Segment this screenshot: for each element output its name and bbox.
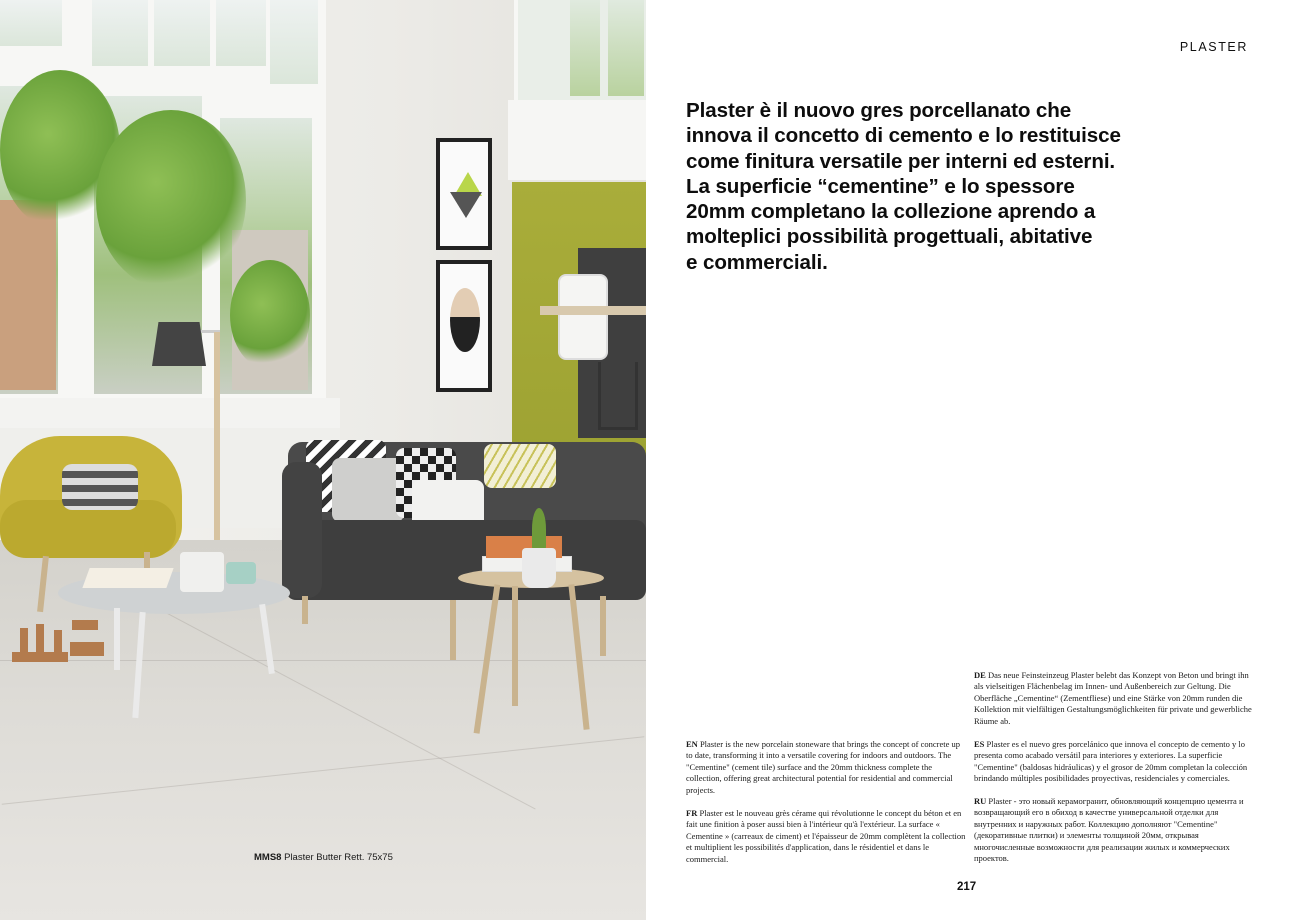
caption-code: MMS8 xyxy=(254,852,282,863)
translation-text: Plaster - это новый керамогранит, обновляющий концепцию цемента и возвращающий его в обиход в качестве универсальной отделки для внутренних и наружных работ. Коллекцию дополняют "Cementine" (декоративные плитки) и элементы толщиной 20мм, открывая многочисленные возможности для реализации жилых и коммерческих проектов. xyxy=(974,796,1244,864)
tile-joint xyxy=(2,736,645,805)
white-jug xyxy=(180,552,224,592)
teal-cup xyxy=(226,562,256,584)
translation-text: Plaster es el nuevo gres porcelánico que innova el concepto de cemento y lo presenta como acabado versátil para interiores y exteriores. La superficie "Cementine" (baldosas hidráulicas) y el grosor de 20mm completan la colección brindando múltiples posibilidades proyectivas, residenciales y comerciales. xyxy=(974,739,1248,784)
grey-triangle-art xyxy=(450,192,482,218)
window-pane xyxy=(608,0,644,96)
floor-lamp-pole xyxy=(214,332,220,552)
window-pane xyxy=(570,0,600,96)
magazine-rack xyxy=(598,362,638,430)
lang-code: ES xyxy=(974,739,985,749)
open-magazine xyxy=(82,568,173,588)
caption-text: Plaster Butter Rett. 75x75 xyxy=(281,852,393,863)
tile-joint xyxy=(0,660,646,661)
wooden-block xyxy=(54,630,62,654)
side-table-leg xyxy=(512,586,518,706)
sofa-leg xyxy=(450,600,456,660)
window-pane xyxy=(154,0,210,66)
lang-code: EN xyxy=(686,739,698,749)
collection-label: PLASTER xyxy=(1179,40,1248,54)
hyacinth-plant xyxy=(532,508,546,550)
intro-line: Plaster è il nuovo gres porcellanato che xyxy=(686,99,1072,122)
intro-line: 20mm completano la collezione aprendo a xyxy=(686,200,1096,224)
window-pane xyxy=(216,0,266,66)
intro-paragraph xyxy=(686,98,1166,275)
translation-en xyxy=(686,739,966,796)
translation-de xyxy=(974,670,1254,727)
sofa-leg xyxy=(600,596,606,656)
lang-code: DE xyxy=(974,670,986,680)
translation-text: Plaster est le nouveau grès cérame qui révolutionne le concept du béton et en fait une finition à poser aussi bien à l'intérieur qu'à l'extérieur. La surface « Cementine » (carreaux de ciment) et l'épaisseur de 20mm complètent la collection et multiplient les possibilités d'application, dans le résidentiel et dans le commercial. xyxy=(686,808,966,864)
intro-line: come finitura versatile per interni ed esterni. xyxy=(686,149,1116,173)
framed-print-egg xyxy=(436,260,492,392)
wooden-block xyxy=(36,624,44,654)
wall-shelf xyxy=(540,306,646,315)
egg-art xyxy=(450,288,480,352)
table-leg xyxy=(114,608,120,670)
sofa-seat xyxy=(286,520,646,600)
translation-fr xyxy=(686,808,966,865)
translation-es xyxy=(974,739,1254,785)
sofa-leg xyxy=(302,596,308,624)
intro-line: e commerciali. xyxy=(686,250,828,274)
wooden-block xyxy=(70,642,104,656)
tree xyxy=(230,260,310,370)
sofa-arm xyxy=(282,462,322,598)
lang-code: RU xyxy=(974,796,987,806)
tree xyxy=(96,110,246,290)
window-pane xyxy=(92,0,148,66)
wooden-block xyxy=(72,620,98,630)
striped-cushion xyxy=(62,464,138,510)
grey-pillow xyxy=(332,458,404,522)
intro-line: molteplici possibilità progettuali, abitative xyxy=(686,225,1093,249)
photo-caption xyxy=(254,852,393,863)
lang-code: FR xyxy=(686,808,698,818)
floor-lamp-shade xyxy=(152,322,206,366)
window-sill xyxy=(0,398,340,428)
translation-ru xyxy=(974,796,1254,864)
wooden-block xyxy=(20,628,28,654)
intro-line: innova il concetto di cemento e lo restituisce xyxy=(686,124,1121,148)
intro-line: La superficie “cementine” e lo spessore xyxy=(686,174,1075,198)
mezzanine xyxy=(508,100,646,180)
upper-window xyxy=(514,0,646,106)
window-pane xyxy=(270,0,318,84)
translation-text: Plaster is the new porcelain stoneware that brings the concept of concrete up to date, transforming it into a versatile covering for indoors and outdoors. The "Cementine" (cement tile) surface and the 20mm thickness complete the collection, offering great architectural potential for residential and commercial projects. xyxy=(686,739,961,795)
mirror xyxy=(560,276,606,358)
translation-text: Das neue Feinsteinzeug Plaster belebt das Konzept von Beton und bringt ihn als vielseitigen Flächenbelag im Innen- und Außenbereich zur Geltung. Die Oberfläche „Cementine“ (Zementfliese) und eine Stärke von 20mm runden die Kollektion mit vielfältigen Gestaltungsmöglichkeiten für private und gewerbliche Räume ab. xyxy=(974,670,1252,726)
window-pane xyxy=(0,0,62,46)
page-number: 217 xyxy=(957,881,977,893)
framed-print-geometric xyxy=(436,138,492,250)
yellow-pillow xyxy=(484,444,556,488)
plant-pot xyxy=(522,548,556,588)
